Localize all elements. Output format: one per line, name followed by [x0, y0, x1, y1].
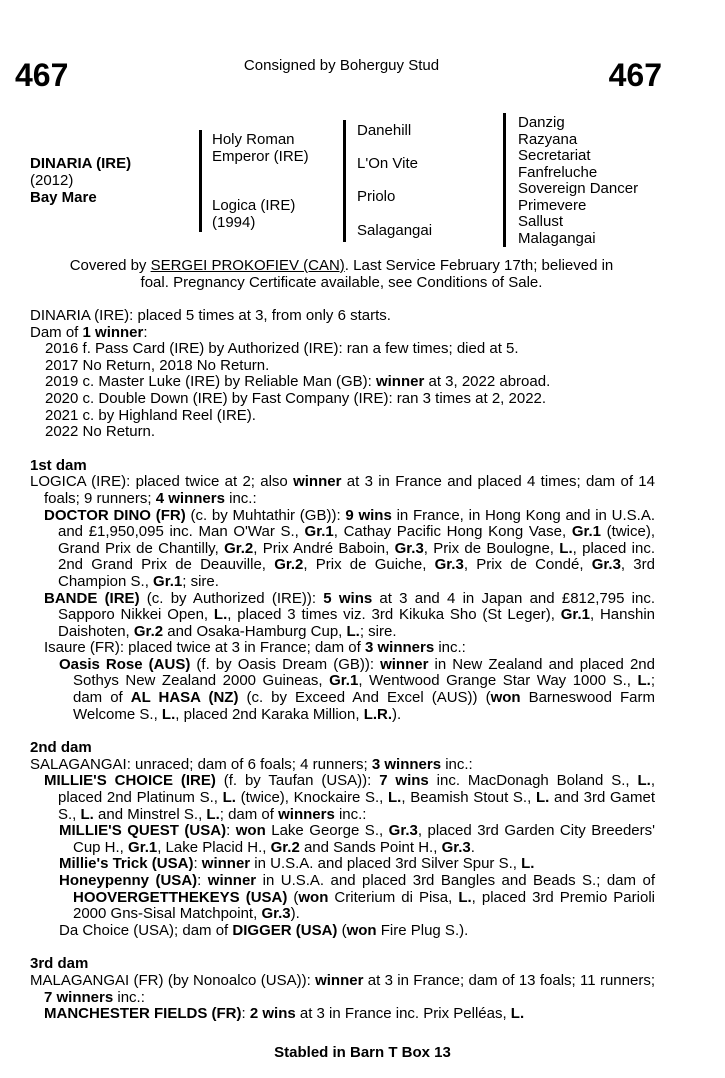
covering-stallion-link[interactable]: SERGEI PROKOFIEV (CAN)	[150, 257, 345, 274]
dam-name-line2: (1994)	[212, 213, 256, 231]
produce-record: 2020 c. Double Down (IRE) by Fast Company (IRE): ran 3 times at 2, 2022.	[45, 389, 547, 407]
pedigree-great-grandparent: Malagangai	[518, 229, 596, 247]
pedigree-grandparent: Salagangai	[357, 222, 433, 239]
pedigree-great-grandparent: Fanfreluche	[518, 163, 598, 181]
progeny-millies-choice: MILLIE'S CHOICE (IRE) (f. by Taufan (USA)): 7 wins inc. MacDonagh Boland S., L., placed 2nd Platinum S., L. (twice), Knockaire S., L., Beamish Stout S., L. and 3rd Gamet S., L. and Minstrel S., L.; dam of winners inc.:	[44, 772, 656, 823]
lot-number-right: 467	[608, 57, 662, 93]
produce-record: 2022 No Return.	[45, 423, 156, 441]
progeny-da-choice: Da Choice (USA); dam of DIGGER (USA) (won Fire Plug S.).	[59, 921, 469, 939]
pedigree-great-grandparent: Sovereign Dancer	[518, 180, 639, 197]
progeny-doctor-dino: DOCTOR DINO (FR) (c. by Muhtathir (GB)): 9 wins in France, in Hong Kong and in U.S.A. and £1,950,095 inc. Man O'War S., Gr.1, Cathay Pacific Hong Kong Vase, Gr.1 (twice), Grand Prix de Chantilly, Gr.2, Prix André Baboin, Gr.3, Prix de Boulogne, L., placed inc. 2nd Grand Prix de Deauville, Gr.2, Prix de Guiche, Gr.3, Prix de Condé, Gr.3, 3rd Champion S., Gr.1; sire.	[44, 506, 656, 590]
dam-name-line1: Logica (IRE)	[212, 197, 296, 214]
produce-dam-of: Dam of 1 winner:	[30, 323, 148, 341]
stabled-location: Stabled in Barn T Box 13	[274, 1044, 451, 1061]
covered-prefix: Covered by	[69, 257, 151, 274]
horse-identity	[30, 155, 131, 206]
pedigree-great-grandparent: Razyana	[518, 130, 578, 148]
progeny-isaure: Isaure (FR): placed twice at 3 in France; dam of 3 winners inc.:	[44, 639, 466, 657]
lot-number-left: 467	[15, 57, 69, 93]
produce-record: 2019 c. Master Luke (IRE) by Reliable Man (GB): winner at 3, 2022 abroad.	[45, 373, 551, 391]
produce-record: 2016 f. Pass Card (IRE) by Authorized (IRE): ran a few times; died at 5.	[45, 340, 519, 358]
sire-name-line2: Emperor (IRE)	[212, 147, 309, 165]
first-dam-text: LOGICA (IRE): placed twice at 2; also winner at 3 in France and placed 4 times; dam of 14 foals; 9 runners; 4 winners inc.:	[30, 473, 655, 507]
second-dam-heading: 2nd dam	[30, 739, 92, 757]
pedigree-great-grandparent: Sallust	[518, 213, 564, 230]
progeny-millies-trick: Millie's Trick (USA): winner in U.S.A. and placed 3rd Silver Spur S., L.	[59, 855, 535, 873]
pedigree-great-grandparent: Secretariat	[518, 147, 591, 164]
horse-year: (2012)	[30, 172, 74, 189]
pedigree-sire	[212, 132, 309, 165]
first-dam-heading: 1st dam	[30, 456, 87, 474]
progeny-honeypenny: Honeypenny (USA): winner in U.S.A. and placed 3rd Bangles and Beads S.; dam of HOOVERGETTHEKEYS (USA) (won Criterium di Pisa, L., placed 3rd Premio Parioli 2000 Gns-Sisal Matchpoint, Gr.3).	[59, 872, 655, 923]
progeny-manchester-fields: MANCHESTER FIELDS (FR): 2 wins at 3 in France inc. Prix Pelléas, L.	[44, 1005, 525, 1023]
produce-intro: DINARIA (IRE): placed 5 times at 3, from only 6 starts.	[30, 307, 391, 324]
pedigree-grandparent: Danehill	[357, 122, 412, 139]
third-dam-heading: 3rd dam	[30, 955, 89, 973]
pedigree-grandparent: Priolo	[357, 188, 396, 205]
pedigree-great-grandparent: Danzig	[518, 114, 565, 131]
pedigree-divider-2	[343, 120, 346, 242]
third-dam-text: MALAGANGAI (FR) (by Nonoalco (USA)): winner at 3 in France; dam of 13 foals; 11 runners; 7 winners inc.:	[30, 971, 655, 1006]
covered-line2: foal. Pregnancy Certificate available, see Conditions of Sale.	[140, 273, 543, 291]
covered-notice	[0, 258, 683, 291]
catalogue-body	[30, 308, 655, 1023]
pedigree-dam	[212, 198, 295, 231]
horse-name: DINARIA (IRE)	[30, 155, 132, 172]
second-dam-text: SALAGANGAI: unraced; dam of 6 foals; 4 runners; 3 winners inc.:	[30, 755, 473, 773]
covered-suffix: . Last Service February 17th; believed in	[344, 257, 614, 274]
progeny-oasis-rose: Oasis Rose (AUS) (f. by Oasis Dream (GB)): winner in New Zealand and placed 2nd Sothys New Zealand 2000 Guineas, Gr.1, Wentwood Grange Star Way 1000 S., L.; dam of AL HASA (NZ) (c. by Exceed And Excel (AUS)) (won Barneswood Farm Welcome S., L., placed 2nd Karaka Million, L.R.).	[59, 655, 655, 723]
pedigree-great-grandparent: Primevere	[518, 196, 587, 214]
progeny-bande: BANDE (IRE) (c. by Authorized (IRE)): 5 wins at 3 and 4 in Japan and £812,795 inc. Sapporo Nikkei Open, L., placed 3 times viz. 3rd Kikuka Sho (St Leger), Gr.1, Hanshin Daishoten, Gr.2 and Osaka-Hamburg Cup, L.; sire.	[44, 589, 655, 640]
consignor: Consigned by Boherguy Stud	[243, 57, 440, 74]
progeny-millies-quest: MILLIE'S QUEST (USA): won Lake George S., Gr.3, placed 3rd Garden City Breeders' Cup H., Gr.1, Lake Placid H., Gr.2 and Sands Point H., Gr.3.	[59, 822, 655, 856]
pedigree-divider-1	[199, 130, 202, 232]
pedigree-great-grandparents	[518, 115, 638, 247]
horse-description: Bay Mare	[30, 189, 97, 206]
pedigree-grandparent: L'On Vite	[357, 155, 418, 172]
produce-record: 2021 c. by Highland Reel (IRE).	[45, 406, 256, 424]
pedigree-divider-3	[503, 113, 506, 247]
produce-record: 2017 No Return, 2018 No Return.	[45, 356, 270, 374]
sire-name-line1: Holy Roman	[212, 131, 295, 148]
